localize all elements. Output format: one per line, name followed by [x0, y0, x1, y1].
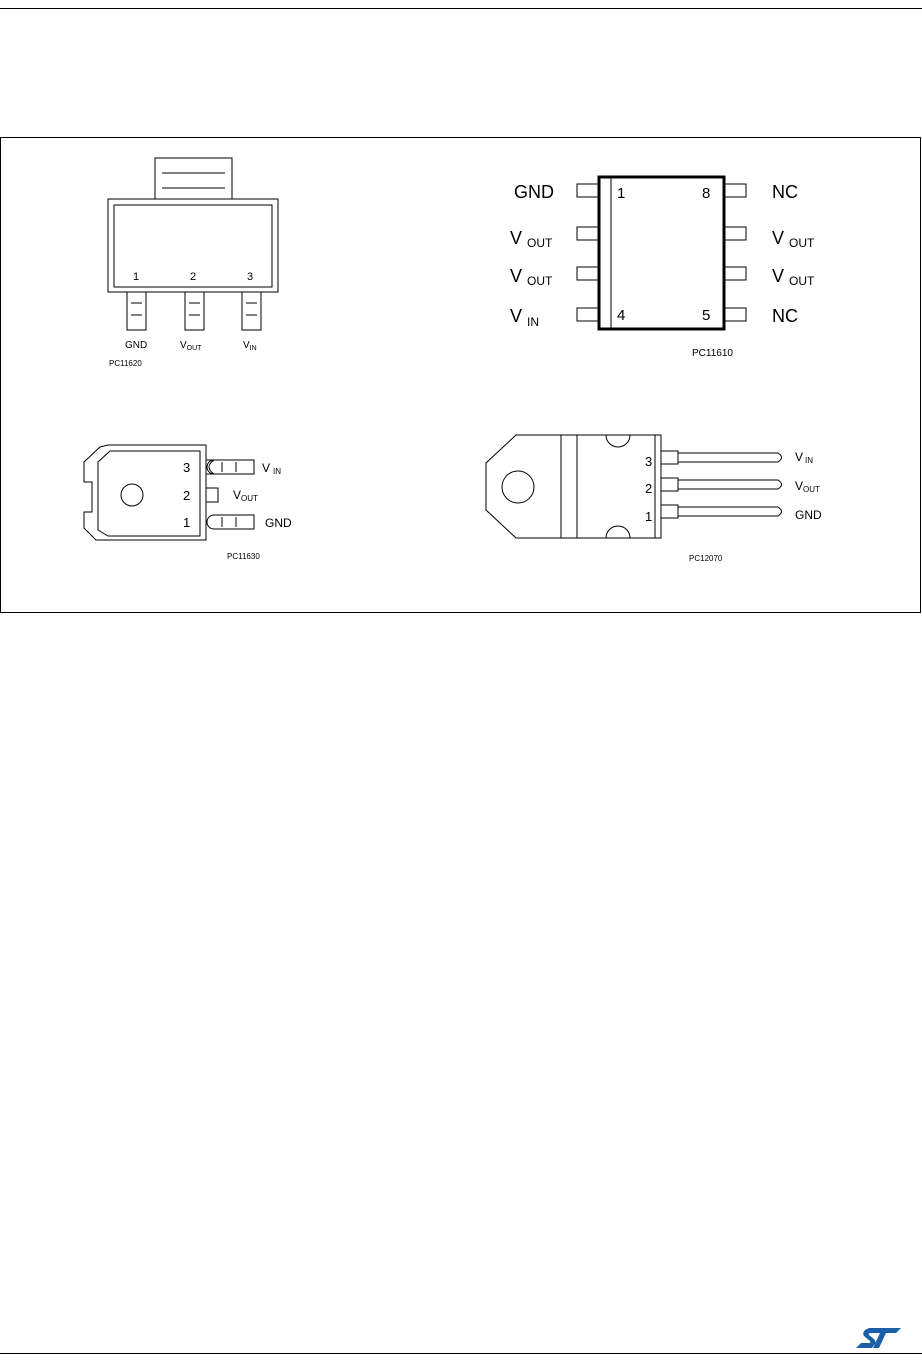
to220-pin-3 [661, 451, 782, 464]
dpak-package [84, 445, 254, 540]
pin-connection-diagram [0, 0, 922, 620]
sot223-pin-number: 1 [133, 271, 140, 283]
so8-left-label: GND [514, 182, 554, 202]
sot223-pin-1 [127, 292, 146, 330]
sot223-tab [155, 158, 232, 199]
dpak-pin-2 [206, 488, 218, 502]
so8-right-label: NC [772, 182, 798, 202]
sot223-pin-number: 3 [247, 271, 254, 283]
to220-package [486, 435, 782, 538]
sot223-pin-label: $V_{IN}$ [243, 340, 257, 352]
so8-right-label: VOUT [772, 266, 815, 288]
dpak-pin-number: 1 [183, 515, 191, 530]
to220-top-notch [606, 435, 630, 447]
to220-pin-label: VOUT [795, 479, 820, 494]
to220-pin-number: 2 [645, 481, 653, 496]
so8-package [577, 177, 746, 329]
to220-mounting-hole [502, 471, 534, 503]
to220-pin-2 [661, 478, 782, 491]
so8-left-label: VOUT [510, 228, 553, 250]
to220-pin-1 [661, 505, 782, 518]
to220-pin-number: 1 [645, 509, 653, 524]
so8-left-label: VOUT [510, 266, 553, 288]
to220-pin-label: GND [795, 508, 822, 522]
so8-pin-number: 1 [617, 185, 626, 202]
dpak-pin-number: 3 [183, 460, 191, 475]
so8-pin-number: 5 [702, 307, 711, 324]
so8-right-label: NC [772, 306, 798, 326]
dpak-pin-number: 2 [183, 488, 191, 503]
so8-code: PC11610 [692, 348, 733, 359]
sot223-code: PC11620 [109, 359, 142, 368]
to220-code: PC12070 [689, 554, 723, 563]
so8-pin-number: 8 [702, 185, 711, 202]
so8-left-label: V $_{IN}$ [510, 306, 540, 329]
so8-right-label: VOUT [772, 228, 815, 250]
sot223-pin-2 [185, 292, 204, 330]
sot223-pin-label: $V_{OUT}$ [180, 340, 202, 352]
st-logo-icon [855, 1326, 903, 1350]
sot223-pin-3 [242, 292, 261, 330]
dpak-pin-1 [207, 515, 254, 529]
sot223-pin-label: GND [125, 340, 148, 351]
so8-right-pins [724, 184, 746, 321]
dpak-mounting-hole [121, 484, 143, 506]
so8-left-pins [577, 184, 599, 321]
to220-tab [486, 435, 561, 538]
dpak-pin-label: VOUT [233, 488, 258, 503]
sot223-pin-number: 2 [190, 271, 197, 283]
sot223-package [108, 158, 278, 330]
to220-pin-label: VIN [795, 450, 814, 465]
dpak-pin-label: GND [265, 516, 292, 530]
dpak-pin-3 [206, 460, 254, 474]
footer-rule [0, 1353, 922, 1354]
so8-pin-number: 4 [617, 307, 626, 324]
to220-bottom-notch [606, 526, 630, 538]
to220-pin-number: 3 [645, 454, 653, 469]
dpak-pin-label: VIN [262, 461, 282, 476]
dpak-code: PC11630 [227, 552, 260, 561]
